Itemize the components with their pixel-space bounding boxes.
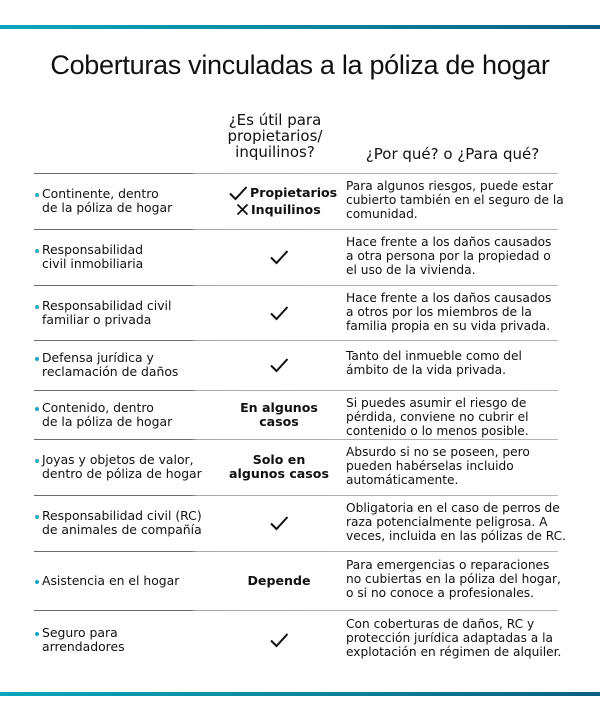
- table-row: [34, 285, 558, 340]
- column-header-line: propietarios/: [227, 127, 323, 145]
- coverage-name: [34, 509, 219, 537]
- table-row: [34, 610, 562, 670]
- coverage-name-line: Seguro para: [42, 625, 118, 640]
- why-description-line: Absurdo si no se poseen, pero: [346, 445, 530, 459]
- why-description-line: Para emergencias o reparaciones: [346, 558, 550, 572]
- bullet-icon: [35, 193, 39, 197]
- coverage-name-line: de la póliza de hogar: [42, 414, 173, 429]
- coverage-name-line: Contenido, dentro: [42, 400, 154, 415]
- why-description-line: ámbito de la vida privada.: [346, 363, 506, 377]
- bullet-icon: [35, 249, 39, 253]
- table-row: [34, 340, 558, 390]
- why-description-line: Tanto del inmueble como del: [346, 349, 522, 363]
- useful-for-cell: [214, 357, 344, 376]
- useful-for-cell: [214, 249, 344, 268]
- coverage-name: [34, 299, 219, 327]
- why-description-line: Hace frente a los daños causados: [346, 235, 552, 249]
- why-description-line: veces, incluida en las pólizas de RC.: [346, 529, 566, 543]
- coverage-name-line: reclamación de daños: [42, 364, 179, 379]
- coverage-name: [34, 401, 219, 429]
- coverage-name-line: Joyas y objetos de valor,: [42, 452, 194, 467]
- coverage-name-line: arrendadores: [42, 639, 125, 654]
- bottom-accent-bar: [0, 692, 600, 696]
- useful-for-text: algunos casos: [229, 466, 329, 481]
- why-description-line: protección jurídica adaptadas a la: [346, 631, 554, 645]
- useful-for-text: Solo en: [252, 452, 306, 467]
- column-header-line: ¿Es útil para: [228, 111, 322, 129]
- coverage-name: [34, 453, 219, 481]
- why-description: [346, 617, 566, 659]
- why-description-line: raza potencialmente peligrosa. A: [346, 515, 548, 529]
- why-description: [346, 235, 566, 277]
- table-row: [34, 495, 566, 551]
- coverage-name-line: de la póliza de hogar: [42, 200, 173, 215]
- why-description-line: comunidad.: [346, 207, 418, 221]
- bullet-icon: [35, 357, 39, 361]
- why-description: [346, 179, 566, 221]
- check-icon: [269, 357, 289, 373]
- coverage-name: [34, 243, 219, 271]
- why-description: [346, 558, 566, 600]
- why-description: [346, 291, 566, 333]
- table-row: [34, 229, 558, 285]
- why-description-line: Hace frente a los daños causados: [346, 291, 552, 305]
- column-header-useful-for: [205, 112, 345, 160]
- bullet-icon: [35, 632, 39, 636]
- why-description-line: Si puedes asumir el riesgo de: [346, 396, 527, 410]
- page-title: Coberturas vinculadas a la póliza de hogar: [50, 50, 550, 80]
- top-accent-bar: [0, 25, 600, 29]
- coverage-name: [34, 187, 219, 215]
- coverage-name-line: de animales de compañía: [42, 522, 202, 537]
- useful-for-item: [228, 201, 358, 218]
- check-icon: [269, 632, 289, 648]
- why-description-line: a otros por los miembros de la: [346, 305, 532, 319]
- bullet-icon: [35, 407, 39, 411]
- check-icon: [269, 515, 289, 531]
- why-description-line: explotación en régimen de alquiler.: [346, 645, 562, 659]
- column-header-why: ¿Por qué? o ¿Para qué?: [365, 145, 540, 163]
- useful-for-cell: [214, 632, 344, 651]
- coverage-name-line: Defensa jurídica y: [42, 350, 154, 365]
- useful-for-text: casos: [259, 414, 299, 429]
- bullet-icon: [35, 580, 39, 584]
- useful-for-item: [228, 184, 358, 201]
- why-description-line: pueden habérselas incluido: [346, 459, 514, 473]
- why-description-line: Para algunos riesgos, puede estar: [346, 179, 554, 193]
- why-description-line: no cubiertas en la póliza del hogar,: [346, 572, 561, 586]
- why-description-line: Obligatoria en el caso de perros de: [346, 501, 560, 515]
- why-description-line: cubierto también en el seguro de la: [346, 193, 564, 207]
- why-description-line: contenido o lo menos posible.: [346, 424, 529, 438]
- why-description-line: o si no conoce a profesionales.: [346, 586, 534, 600]
- bullet-icon: [35, 459, 39, 463]
- why-description: [346, 349, 566, 377]
- check-icon: [269, 305, 289, 321]
- useful-for-cell: [214, 184, 358, 218]
- table-row: [34, 439, 558, 495]
- coverage-name-line: Asistencia en el hogar: [42, 573, 180, 588]
- bullet-icon: [35, 305, 39, 309]
- coverage-name-line: Continente, dentro: [42, 186, 159, 201]
- useful-for-label: Inquilinos: [251, 201, 321, 217]
- column-header-line: inquilinos?: [235, 143, 315, 161]
- table-row: [34, 173, 564, 229]
- check-icon: [269, 249, 289, 265]
- coverage-name-line: Responsabilidad: [42, 242, 143, 257]
- coverage-name: [34, 351, 219, 379]
- useful-for-text: En algunos: [240, 400, 318, 415]
- useful-for-cell: [214, 401, 344, 429]
- useful-for-cell: [214, 515, 344, 534]
- check-icon: [228, 185, 248, 201]
- why-description-line: familia propia en su vida privada.: [346, 319, 551, 333]
- why-description-line: automáticamente.: [346, 473, 459, 487]
- coverage-name-line: Responsabilidad civil (RC): [42, 508, 202, 523]
- useful-for-cell: [214, 574, 344, 588]
- coverage-name: [34, 626, 219, 654]
- useful-for-cell: [214, 305, 344, 324]
- useful-for-cell: [214, 453, 344, 481]
- why-description: [346, 396, 566, 438]
- useful-for-text: Depende: [247, 573, 311, 588]
- coverage-name: [34, 574, 219, 588]
- why-description-line: a otra persona por la propiedad o: [346, 249, 551, 263]
- useful-for-label: Propietarios: [250, 184, 338, 200]
- why-description: [346, 501, 566, 543]
- cross-icon: [236, 203, 249, 216]
- coverage-name-line: familiar o privada: [42, 312, 152, 327]
- coverage-name-line: dentro de póliza de hogar: [42, 466, 202, 481]
- coverage-name-line: Responsabilidad civil: [42, 298, 172, 313]
- table-row: [34, 551, 561, 610]
- why-description-line: Con coberturas de daños, RC y: [346, 617, 535, 631]
- coverage-name-line: civil inmobiliaria: [42, 256, 144, 271]
- why-description-line: el uso de la vivienda.: [346, 263, 476, 277]
- why-description-line: pérdida, conviene no cubrir el: [346, 410, 529, 424]
- why-description: [346, 445, 566, 487]
- bullet-icon: [35, 515, 39, 519]
- table-row: [34, 390, 558, 439]
